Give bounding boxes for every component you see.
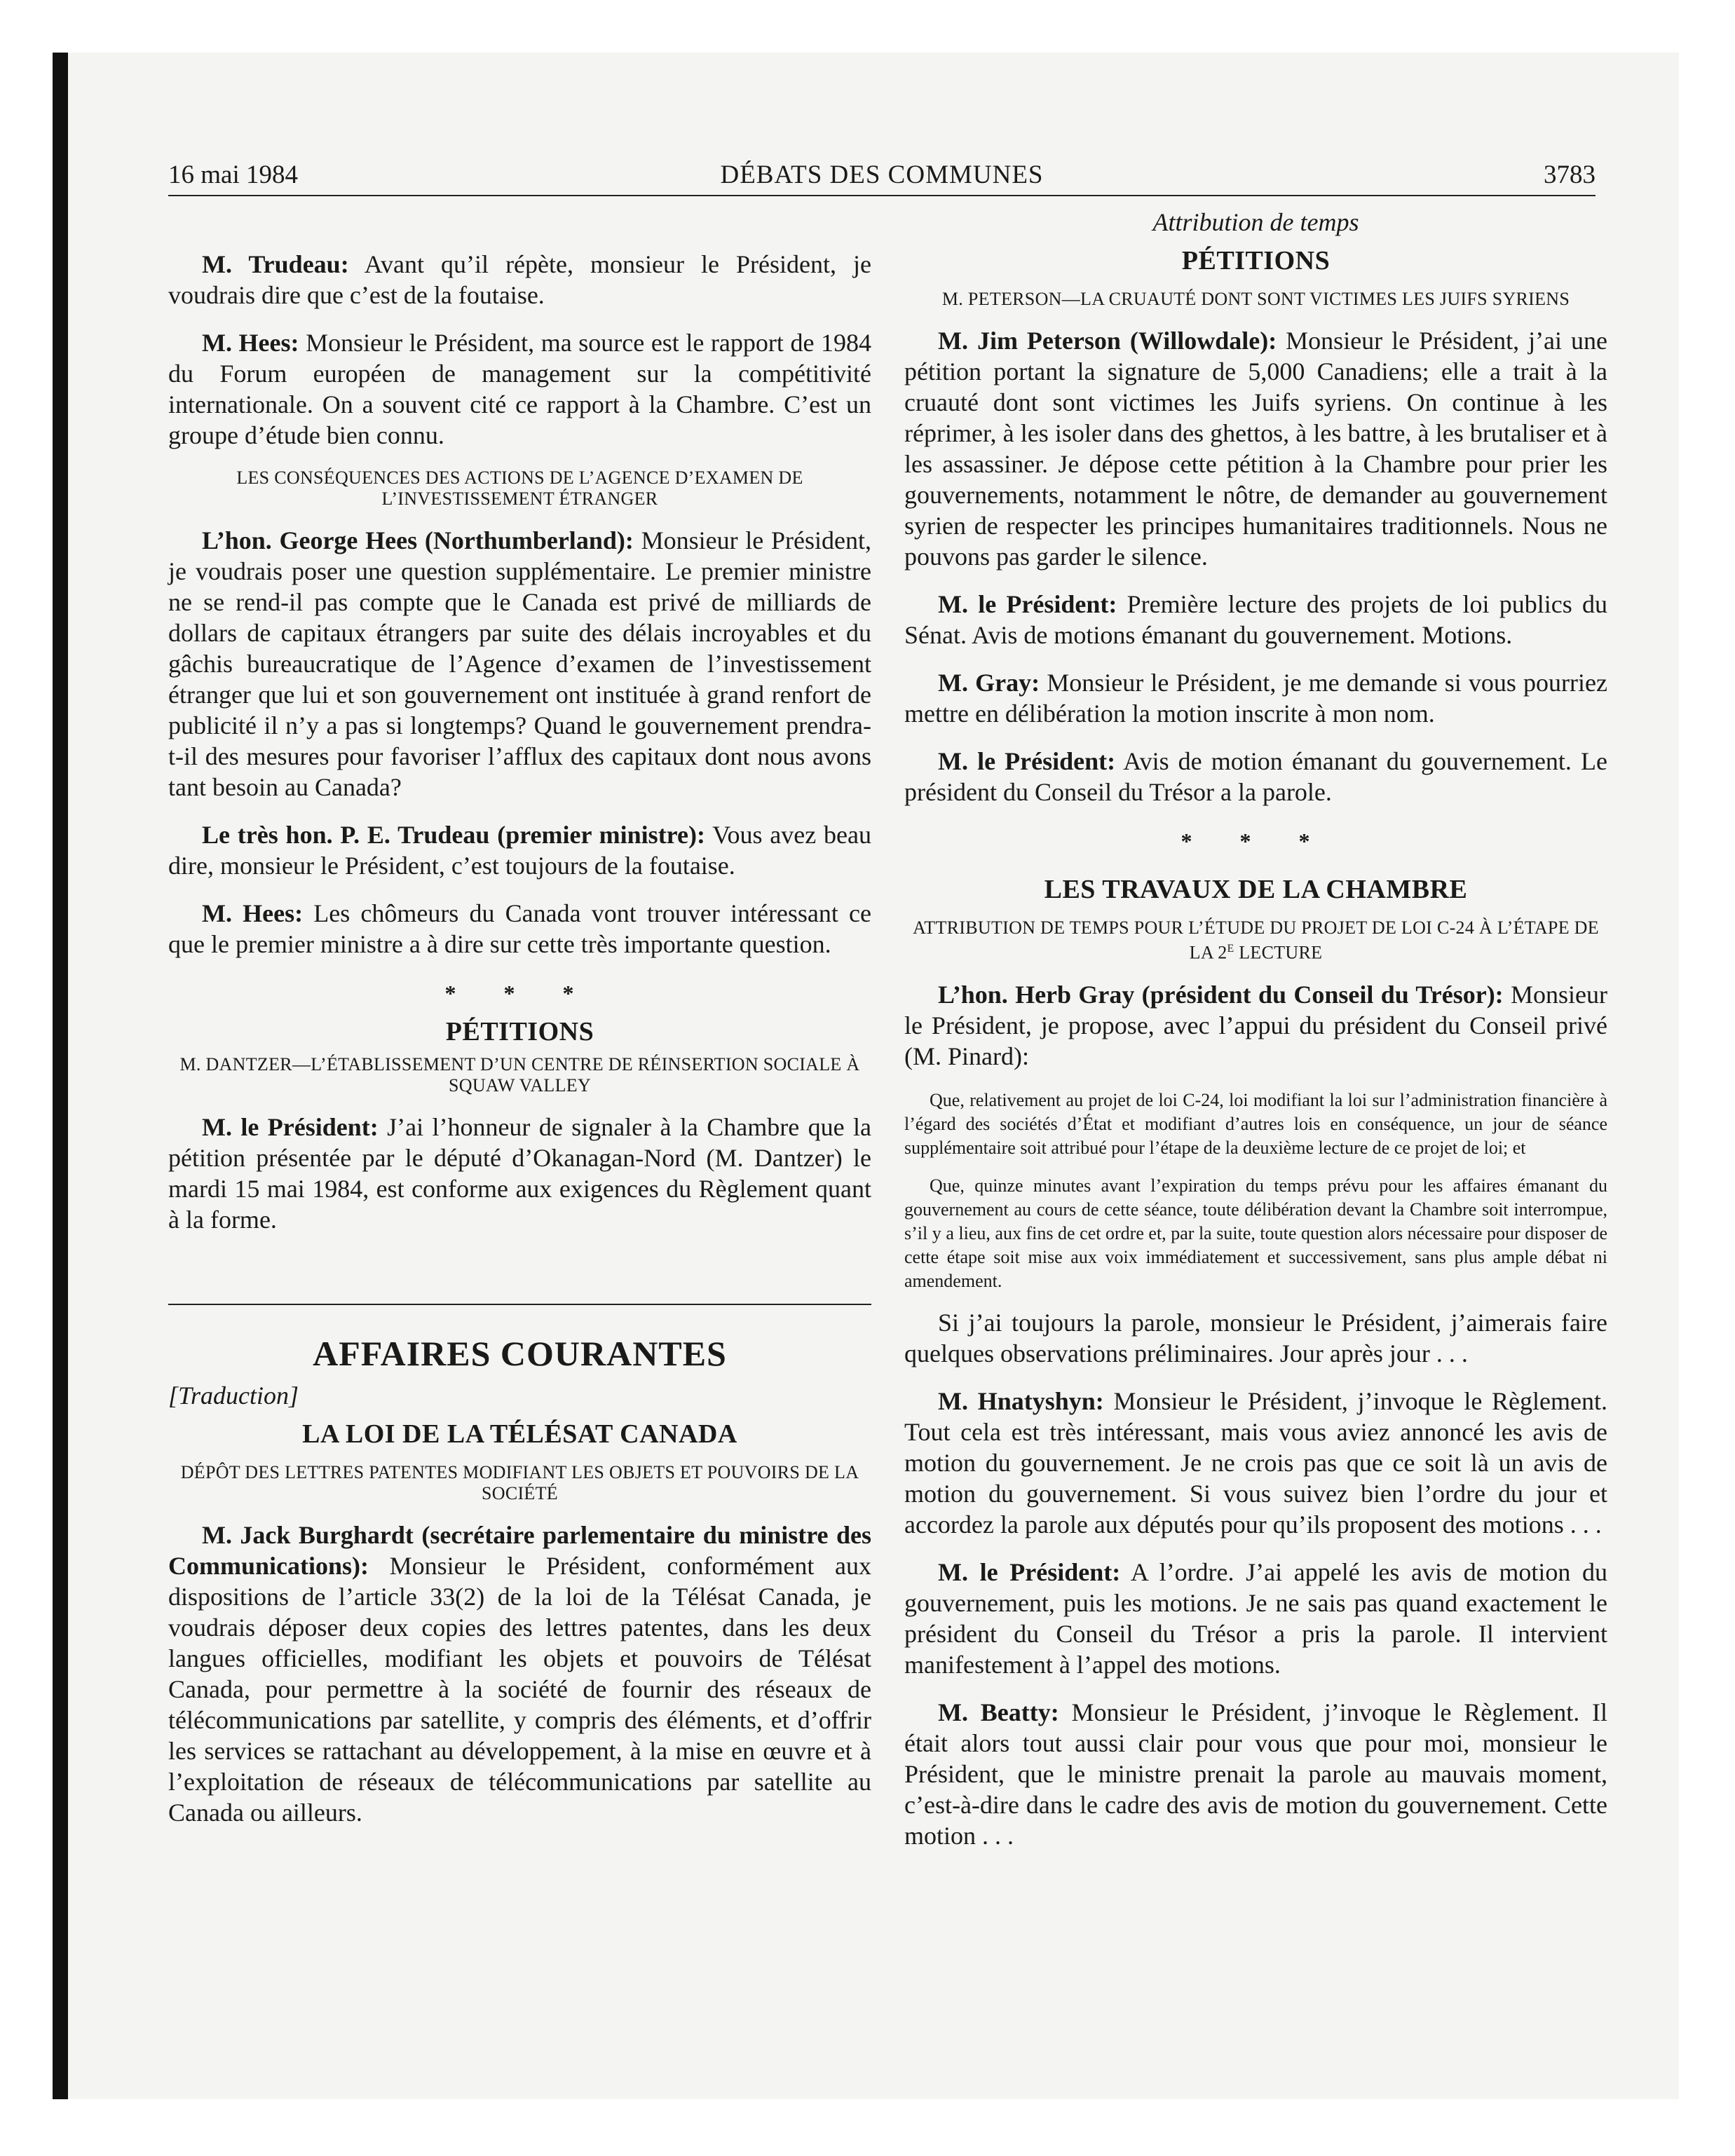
speaker-name: M. Hees: (202, 329, 299, 357)
speech-paragraph (904, 1697, 1607, 1851)
speaker-name: M. Hees: (202, 899, 304, 927)
section-title: LA LOI DE LA TÉLÉSAT CANADA (302, 1419, 737, 1449)
section-title: PÉTITIONS (445, 1017, 594, 1046)
speech-text: Avant qu’il répète, monsieur le Président, je voudrais dire que c’est de la foutaise. (168, 250, 871, 309)
scan-edge (53, 53, 68, 2099)
subheading (904, 917, 1607, 964)
speech-paragraph (904, 1386, 1607, 1540)
speech-paragraph (168, 327, 871, 451)
speech-paragraph (168, 1112, 871, 1235)
speaker-name: M. Trudeau: (202, 250, 349, 278)
section-title: PÉTITIONS (1181, 246, 1331, 275)
speaker-name: M. Beatty: (938, 1698, 1059, 1726)
speech-paragraph (168, 525, 871, 803)
speech-text: Monsieur le Président, j’ai une pétition portant la signature de 5,000 Canadiens; elle a trait à la cruauté dont sont victimes les Juifs syriens. On continue à les réprimer, à les isoler dans des ghettos, à les battre, à les brutaliser et à les assassiner. Je dépose cette pétition à la Chambre pour prier les gouvernements, notamment le nôtre, de demander au gouvernement syrien de respecter les principes humanitaires traditionnels. Nous ne pouvons pas garder le silence. (904, 327, 1607, 571)
section-separator: * * * (444, 981, 595, 1006)
speaker-name: L’hon. Herb Gray (président du Conseil du Trésor): (938, 980, 1504, 1009)
speaker-name: M. Gray: (938, 669, 1040, 697)
speech-text: Monsieur le Président, je propose, avec l’appui du président du Conseil privé (M. Pinard): (904, 980, 1607, 1070)
subheading: DÉPÔT DES LETTRES PATENTES MODIFIANT LES OBJETS ET POUVOIRS DE LA SOCIÉTÉ (180, 1462, 859, 1503)
speech-paragraph (904, 1557, 1607, 1680)
header-date: 16 mai 1984 (168, 161, 298, 189)
horizontal-rule (168, 1304, 871, 1305)
subheading: M. DANTZER—L’ÉTABLISSEMENT D’UN CENTRE DE RÉINSERTION SOCIALE À SQUAW VALLEY (179, 1054, 860, 1096)
speaker-name: M. le Président: (938, 747, 1116, 775)
motion-text: Que, quinze minutes avant l’expiration du temps prévu pour les affaires émanant du gouvernement au cours de cette séance, toute délibération devant la Chambre soit interrompue, s’il y a lieu, aux fins de cet ordre et, par la suite, toute question alors nécessaire pour disposer de cette étape soit mise aux voix immédiatement et successivement, sans plus ample débat ni amendement. (904, 1175, 1607, 1291)
speech-paragraph (168, 249, 871, 311)
speaker-name: M. Jim Peterson (Willowdale): (938, 327, 1277, 355)
speech-paragraph (904, 589, 1607, 650)
motion-text: Que, relativement au projet de loi C-24, loi modifiant la loi sur l’administration financière à l’égard des sociétés d’État et modifiant d’autres lois en conséquence, un jour de séance supplémentaire soit attribué pour l’étape de la deuxième lecture de ce projet de loi; et (904, 1089, 1607, 1158)
header-title: DÉBATS DES COMMUNES (720, 161, 1044, 189)
speech-paragraph (904, 325, 1607, 572)
speech-text: Monsieur le Président, je voudrais poser une question supplémentaire. Le premier ministre ne se rend-il pas compte que le Canada est privé de milliards de dollars de capitaux étrangers par suite des délais incroyables et du gâchis bureaucratique de l’Agence d’examen de l’investissement étranger que lui et son gouvernement ont instituée à grand renfort de publicité il n’y a pas si longtemps? Quand le gouvernement prendra-t-il des mesures pour favoriser l’afflux des capitaux dont nous avons tant besoin au Canada? (168, 526, 871, 801)
speech-text: A l’ordre. J’ai appelé les avis de motion du gouvernement, puis les motions. Je ne sais pas quand exactement le président du Conseil du Trésor a pris la parole. Il intervient manifestement à l’appel des motions. (904, 1557, 1607, 1679)
speech-text: Monsieur le Président, j’invoque le Règlement. Il était alors tout aussi clair pour vous que pour moi, monsieur le Président, que le ministre prenait la parole au mauvais moment, c’est-à-dire dans le cadre des avis de motion du gouvernement. Cette motion . . . (904, 1698, 1608, 1850)
subheading-text: LECTURE (1234, 942, 1323, 963)
major-heading: AFFAIRES COURANTES (313, 1334, 727, 1373)
right-column (904, 207, 1607, 1868)
speech-paragraph (904, 979, 1607, 1072)
translation-note: [Traduction] (168, 1381, 299, 1410)
speech-paragraph (904, 746, 1607, 807)
speaker-name: L’hon. George Hees (Northumberland): (202, 526, 634, 554)
running-topic: Attribution de temps (1152, 208, 1359, 236)
speech-text: Monsieur le Président, conformément aux dispositions de l’article 33(2) de la loi de la Télésat Canada, je voudrais déposer deux copies des lettres patentes, dans les deux langues officielles, modifiant les objets et pouvoirs de Télésat Canada, pour permettre à la société de fournir des réseaux de télécommunications par satellite, y compris des éléments, et d’offrir les services se rattachant au développement, à la mise en œuvre et à l’exploitation de réseaux de télécommunications par satellite au Canada ou ailleurs. (168, 1552, 871, 1827)
superscript: E (1227, 943, 1234, 955)
speech-text: Première lecture des projets de loi publics du Sénat. Avis de motions émanant du gouvernement. Motions. (904, 590, 1607, 649)
subheading: M. PETERSON—LA CRUAUTÉ DONT SONT VICTIMES LES JUIFS SYRIENS (941, 289, 1570, 309)
speech-paragraph (168, 819, 871, 881)
subheading: LES CONSÉQUENCES DES ACTIONS DE L’AGENCE D’EXAMEN DE L’INVESTISSEMENT ÉTRANGER (236, 468, 803, 509)
speaker-name: M. le Président: (938, 590, 1117, 618)
section-separator: * * * (1181, 828, 1331, 854)
section-title: LES TRAVAUX DE LA CHAMBRE (1044, 875, 1468, 904)
speech-text: Monsieur le Président, je me demande si vous pourriez mettre en délibération la motion inscrite à mon nom. (904, 669, 1607, 728)
speaker-name: M. Jack Burghardt (secrétaire parlementaire du ministre des Communications): (168, 1521, 871, 1580)
left-column (168, 249, 871, 1845)
speech-text: Les chômeurs du Canada vont trouver intéressant ce que le premier ministre a à dire sur cette très importante question. (168, 899, 872, 958)
speech-text: Avis de motion émanant du gouvernement. Le président du Conseil du Trésor a la parole. (904, 747, 1608, 806)
speaker-name: M. le Président: (938, 1557, 1121, 1586)
page-number: 3783 (1544, 161, 1595, 189)
speech-paragraph (168, 1520, 871, 1828)
speaker-name: M. Hnatyshyn: (938, 1386, 1104, 1415)
speech-paragraph: Si j’ai toujours la parole, monsieur le Président, j’aimerais faire quelques observations préliminaires. Jour après jour . . . (904, 1308, 1607, 1367)
speech-text: Monsieur le Président, j’invoque le Règlement. Tout cela est très intéressant, mais vous aviez annoncé les avis de motion du gouvernement. Je ne crois pas que ce soit là un avis de motion du gouvernement. Si vous suivez bien l’ordre du jour et accordez la parole aux députés pour qu’ils proposent des motions . . . (904, 1386, 1607, 1538)
running-head (168, 160, 1595, 196)
speech-text: J’ai l’honneur de signaler à la Chambre que la pétition présentée par le député d’Okanagan-Nord (M. Dantzer) le mardi 15 mai 1984, est conforme aux exigences du Règlement quant à la forme. (168, 1113, 871, 1234)
speech-paragraph (168, 898, 871, 960)
speaker-name: M. le Président: (202, 1113, 379, 1141)
subheading-text: ATTRIBUTION DE TEMPS POUR L’ÉTUDE DU PROJET DE LOI C-24 À L’ÉTAPE DE LA 2 (913, 917, 1599, 963)
speech-text: Vous avez beau dire, monsieur le Président, c’est toujours de la foutaise. (168, 821, 872, 880)
speech-text: Monsieur le Président, ma source est le rapport de 1984 du Forum européen de management sur la compétitivité internationale. On a souvent cité ce rapport à la Chambre. C’est un groupe d’étude bien connu. (168, 329, 872, 449)
speaker-name: Le très hon. P. E. Trudeau (premier ministre): (202, 821, 705, 849)
speech-paragraph (904, 667, 1607, 729)
